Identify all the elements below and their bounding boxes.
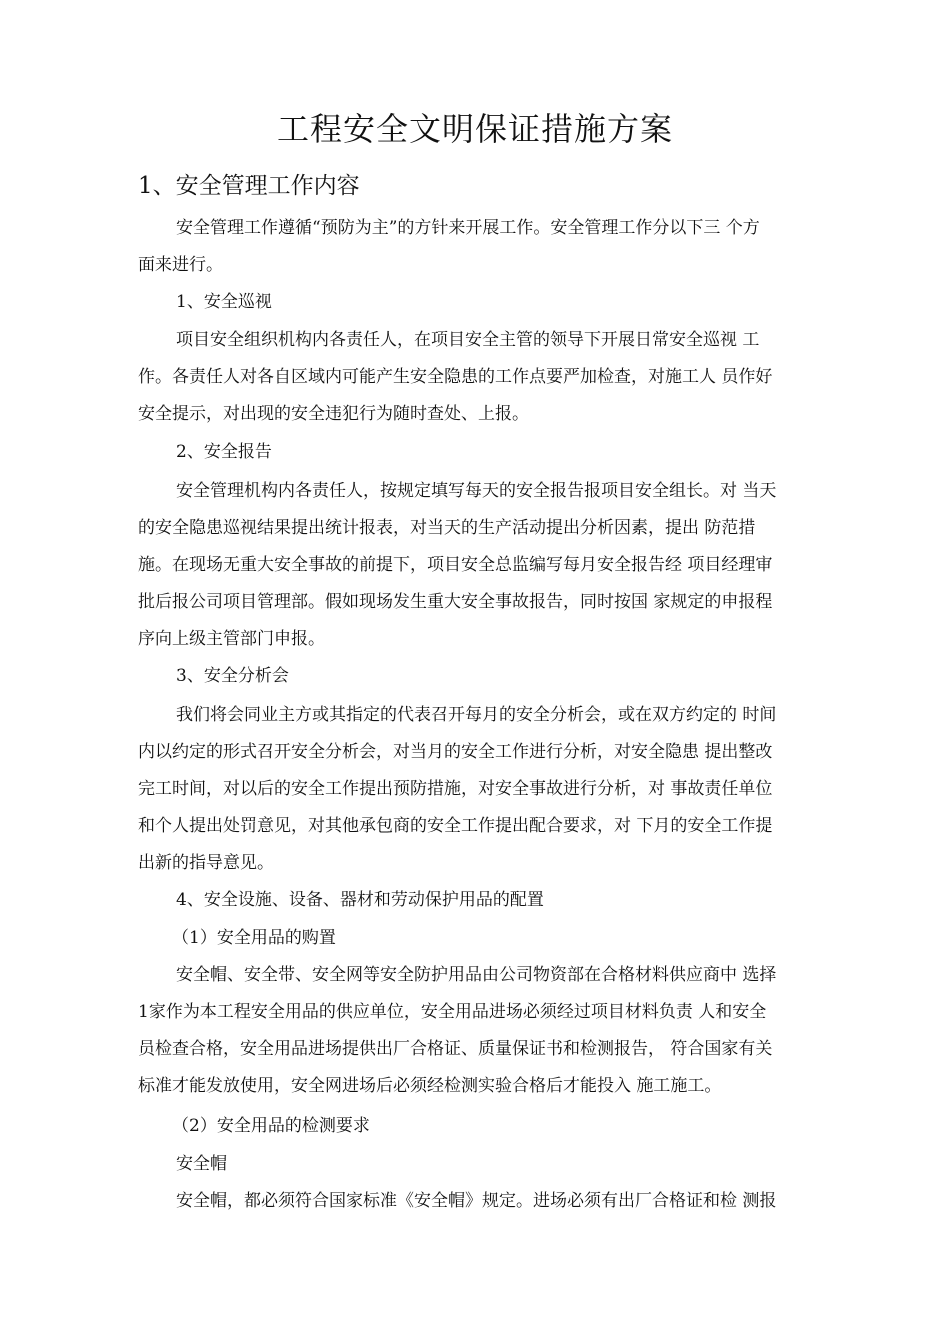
patrol-paragraph — [138, 322, 822, 433]
item-heading-testing: （2）安全用品的检测要求 — [172, 1116, 370, 1136]
text-line: 安全管理工作遵循“预防为主”的方针来开展工作。安全管理工作分以下三 个方 — [176, 218, 760, 238]
text-line: 1家作为本工程安全用品的供应单位，安全用品进场必须经过项目材料负责 人和安全 — [138, 1002, 767, 1022]
text-line: 我们将会同业主方或其指定的代表召开每月的安全分析会，或在双方约定的 时间 — [176, 705, 777, 725]
text-line: 施。在现场无重大安全事故的前提下，项目安全总监编写每月安全报告经 项目经理审 — [138, 555, 773, 575]
helmet-paragraph — [138, 1183, 822, 1220]
subheading-analysis-meeting: 3、安全分析会 — [176, 666, 289, 686]
document-title: 工程安全文明保证措施方案 — [276, 110, 673, 148]
subheading-equipment: 4、安全设施、设备、器材和劳动保护用品的配置 — [176, 890, 544, 910]
text-line: 和个人提出处罚意见，对其他承包商的安全工作提出配合要求，对 下月的安全工作提 — [138, 816, 773, 836]
text-line: 批后报公司项目管理部。假如现场发生重大安全事故报告，同时按国 家规定的申报程 — [138, 592, 773, 612]
text-line: 的安全隐患巡视结果提出统计报表，对当天的生产活动提出分析因素，提出 防范措 — [138, 518, 756, 538]
text-line: 项目安全组织机构内各责任人，在项目安全主管的领导下开展日常安全巡视 工 — [176, 330, 760, 350]
section-heading: 1、安全管理工作内容 — [138, 173, 360, 199]
text-line: 完工时间，对以后的安全工作提出预防措施，对安全事故进行分析，对 事故责任单位 — [138, 779, 773, 799]
text-line: 内以约定的形式召开安全分析会，对当月的安全工作进行分析，对安全隐患 提出整改 — [138, 742, 773, 762]
subheading-report: 2、安全报告 — [176, 442, 272, 462]
text-line: 面来进行。 — [138, 255, 223, 275]
text-line: 员检查合格，安全用品进场提供出厂合格证、质量保证书和检测报告， 符合国家有关 — [138, 1039, 773, 1059]
item-heading-purchase: （1）安全用品的购置 — [172, 928, 336, 948]
subheading-patrol: 1、安全巡视 — [176, 292, 272, 312]
text-line: 作。各责任人对各自区域内可能产生安全隐患的工作点要严加检查，对施工人 员作好 — [138, 367, 773, 387]
analysis-paragraph — [138, 697, 822, 882]
intro-paragraph — [138, 210, 822, 284]
subheading-helmet: 安全帽 — [176, 1154, 227, 1174]
text-line: 标准才能发放使用，安全网进场后必须经检测实验合格后才能投入 施工施工。 — [138, 1076, 722, 1096]
text-line: 出新的指导意见。 — [138, 853, 274, 873]
text-line: 安全帽，都必须符合国家标准《安全帽》规定。进场必须有出厂合格证和检 测报 — [176, 1191, 777, 1211]
report-paragraph — [138, 473, 822, 658]
text-line: 安全提示，对出现的安全违犯行为随时查处、上报。 — [138, 404, 529, 424]
text-line: 安全管理机构内各责任人，按规定填写每天的安全报告报项目安全组长。对 当天 — [176, 481, 777, 501]
text-line: 安全帽、安全带、安全网等安全防护用品由公司物资部在合格材料供应商中 选择 — [176, 965, 777, 985]
text-line: 序向上级主管部门申报。 — [138, 629, 325, 649]
purchase-paragraph — [138, 957, 822, 1105]
